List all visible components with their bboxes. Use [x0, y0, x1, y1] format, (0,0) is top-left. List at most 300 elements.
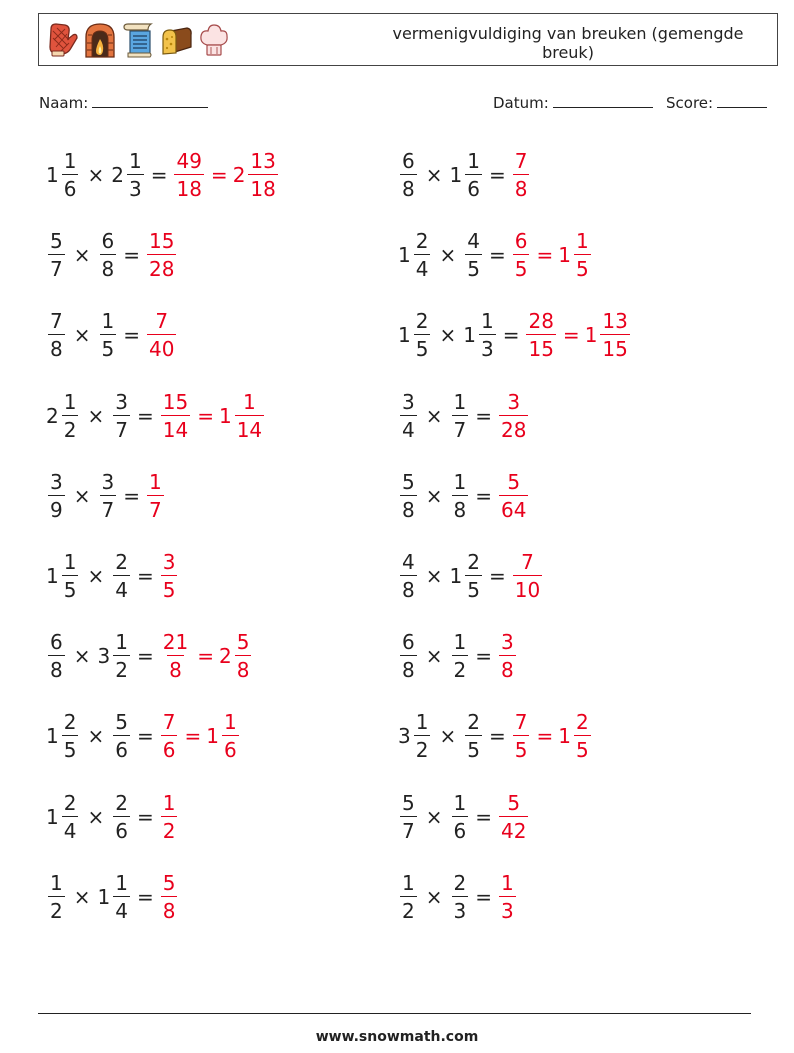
denominator: 3 — [127, 174, 144, 199]
fraction — [400, 630, 417, 683]
operand-b — [97, 870, 132, 923]
numerator: 21 — [162, 630, 189, 655]
answer-fraction — [499, 389, 528, 442]
times-sign: × — [425, 884, 443, 909]
numerator: 1 — [575, 229, 589, 254]
equals-sign-answer: = — [536, 243, 554, 268]
numerator: 13 — [602, 309, 628, 334]
operand-b — [111, 790, 132, 843]
operand-b — [450, 151, 484, 199]
times-sign: × — [87, 804, 105, 829]
denominator: 8 — [400, 495, 417, 520]
numerator: 2 — [467, 550, 480, 574]
denominator: 5 — [465, 575, 482, 600]
times-sign: × — [439, 243, 457, 268]
fraction — [465, 229, 482, 282]
denominator: 7 — [452, 415, 469, 440]
numerator: 1 — [162, 790, 176, 815]
numerator: 2 — [415, 309, 429, 334]
operand-a — [398, 469, 419, 522]
numerator: 5 — [402, 469, 415, 494]
problem-item — [46, 381, 266, 451]
answer-fraction — [499, 870, 516, 923]
header-icons — [45, 21, 231, 61]
numerator: 5 — [507, 790, 521, 815]
denominator: 15 — [526, 334, 555, 359]
numerator: 6 — [101, 229, 115, 254]
numerator: 1 — [453, 790, 467, 815]
times-sign: × — [87, 403, 105, 428]
equals-sign: = — [123, 483, 140, 508]
denominator: 8 — [513, 174, 530, 199]
numerator: 5 — [507, 469, 521, 494]
denominator: 8 — [452, 495, 469, 520]
denominator: 6 — [161, 735, 178, 760]
denominator: 2 — [400, 896, 417, 921]
operand-b — [450, 870, 471, 923]
answer-mixed — [558, 710, 592, 763]
whole-number: 1 — [46, 804, 59, 829]
denominator: 8 — [100, 254, 117, 279]
operand-b — [98, 469, 119, 522]
fraction — [113, 790, 130, 843]
operand-a — [46, 469, 67, 522]
operand-a — [398, 870, 419, 923]
fraction — [62, 790, 79, 843]
whole-number: 2 — [232, 163, 246, 187]
equals-sign: = — [488, 163, 506, 187]
fraction — [235, 389, 264, 442]
bread-loaf-icon — [159, 21, 193, 59]
operand-b — [450, 630, 471, 683]
numerator: 1 — [453, 630, 467, 655]
fraction — [574, 229, 591, 282]
whole-number: 1 — [218, 403, 232, 428]
denominator: 28 — [499, 415, 528, 440]
equals-sign: = — [475, 403, 492, 428]
numerator: 2 — [575, 710, 589, 735]
answer-fraction — [147, 469, 164, 522]
whole-number: 1 — [449, 564, 463, 588]
numerator: 3 — [115, 389, 128, 414]
operand-a — [398, 710, 432, 763]
denominator: 7 — [100, 495, 117, 520]
fraction — [400, 151, 417, 199]
denominator: 7 — [113, 415, 130, 440]
chef-hat-icon — [197, 21, 231, 59]
operand-a — [398, 309, 432, 362]
times-sign: × — [73, 884, 91, 909]
fraction — [100, 229, 117, 282]
fraction — [248, 151, 277, 199]
times-sign: × — [73, 644, 91, 669]
date-field — [493, 93, 653, 112]
operand-a — [398, 229, 432, 282]
fraction — [113, 630, 130, 683]
fraction — [414, 309, 431, 362]
equals-sign: = — [488, 564, 506, 588]
numerator: 1 — [115, 870, 128, 895]
operand-b — [463, 710, 484, 763]
times-sign: × — [87, 724, 105, 749]
fraction — [62, 710, 79, 763]
denominator: 8 — [400, 174, 417, 199]
numerator: 49 — [176, 149, 202, 173]
whole-number: 1 — [558, 243, 571, 268]
numerator: 2 — [453, 870, 467, 895]
numerator: 28 — [528, 309, 554, 334]
fraction — [48, 229, 65, 282]
fraction — [465, 552, 482, 600]
numerator: 1 — [50, 870, 63, 895]
equals-sign: = — [475, 884, 492, 909]
numerator: 1 — [223, 710, 237, 735]
problem-item — [46, 300, 178, 370]
times-sign: × — [425, 163, 443, 187]
denominator: 14 — [161, 415, 190, 440]
operand-b — [463, 229, 484, 282]
equals-sign: = — [123, 243, 140, 268]
numerator: 2 — [63, 710, 77, 735]
numerator: 13 — [250, 149, 276, 173]
denominator: 8 — [48, 655, 65, 680]
equals-sign-answer: = — [562, 323, 580, 348]
numerator: 3 — [50, 469, 63, 494]
operand-a — [398, 790, 419, 843]
numerator: 1 — [243, 389, 256, 414]
denominator: 3 — [499, 896, 516, 921]
numerator: 1 — [63, 149, 77, 173]
problem-item — [46, 782, 179, 852]
equals-sign: = — [488, 243, 506, 268]
equals-sign-answer: = — [197, 644, 214, 669]
whole-number: 1 — [46, 724, 59, 749]
times-sign: × — [439, 724, 457, 749]
numerator: 1 — [501, 870, 514, 895]
denominator: 6 — [113, 735, 130, 760]
numerator: 1 — [63, 550, 77, 574]
operand-a — [46, 790, 80, 843]
footer-divider — [38, 1013, 751, 1014]
denominator: 8 — [400, 655, 417, 680]
denominator: 15 — [600, 334, 629, 359]
answer-fraction — [513, 151, 530, 199]
fraction — [48, 469, 65, 522]
equals-sign: = — [475, 644, 492, 669]
numerator: 2 — [115, 550, 128, 574]
denominator: 6 — [452, 816, 469, 841]
numerator: 4 — [467, 229, 480, 254]
answer-fraction — [174, 151, 203, 199]
numerator: 2 — [63, 790, 77, 815]
denominator: 3 — [452, 896, 469, 921]
answer-fraction — [161, 870, 178, 923]
operand-b — [450, 552, 484, 600]
answer-fraction — [161, 389, 190, 442]
numerator: 1 — [453, 389, 467, 414]
denominator: 7 — [147, 495, 164, 520]
numerator: 3 — [402, 389, 415, 414]
fraction — [100, 469, 117, 522]
problem-item — [398, 461, 530, 531]
denominator: 2 — [48, 896, 65, 921]
numerator: 7 — [162, 710, 176, 735]
denominator: 5 — [513, 254, 530, 279]
numerator: 3 — [507, 389, 521, 414]
answer-mixed — [584, 309, 632, 362]
fireplace-icon — [83, 21, 117, 59]
score-field — [666, 93, 767, 112]
answer-fraction — [161, 630, 190, 683]
fraction — [48, 309, 65, 362]
denominator: 10 — [513, 575, 542, 600]
name-blank[interactable] — [92, 93, 208, 108]
denominator: 5 — [465, 735, 482, 760]
fraction — [400, 389, 417, 442]
fraction — [465, 710, 482, 763]
operand-a — [46, 870, 67, 923]
denominator: 5 — [62, 735, 79, 760]
answer-fraction — [499, 469, 528, 522]
name-field — [39, 93, 208, 112]
fraction — [62, 552, 79, 600]
whole-number: 1 — [206, 724, 219, 749]
times-sign: × — [425, 403, 443, 428]
whole-number: 2 — [111, 163, 124, 187]
operand-a — [46, 630, 67, 683]
problem-item — [398, 621, 518, 691]
whole-number: 3 — [97, 644, 111, 669]
whole-number: 1 — [558, 724, 571, 749]
fraction — [400, 469, 417, 522]
fraction — [400, 552, 417, 600]
denominator: 8 — [167, 655, 184, 680]
fraction — [62, 389, 79, 442]
answer-fraction — [161, 552, 178, 600]
denominator: 9 — [48, 495, 65, 520]
fraction — [113, 552, 130, 600]
equals-sign: = — [123, 323, 140, 348]
denominator: 5 — [574, 254, 591, 279]
denominator: 5 — [161, 575, 178, 600]
score-blank[interactable] — [717, 93, 767, 108]
numerator: 1 — [402, 870, 415, 895]
fraction — [414, 229, 431, 282]
fraction — [414, 710, 431, 763]
whole-number: 1 — [398, 243, 411, 268]
numerator: 15 — [149, 229, 175, 254]
whole-number: 1 — [463, 323, 476, 348]
operand-a — [398, 630, 419, 683]
denominator: 42 — [499, 816, 528, 841]
answer-fraction — [161, 790, 178, 843]
denominator: 4 — [414, 254, 431, 279]
operand-b — [111, 389, 132, 442]
problem-item — [398, 140, 531, 210]
problem-item — [398, 782, 530, 852]
worksheet-header — [38, 13, 778, 66]
denominator: 6 — [465, 174, 482, 199]
answer-fraction — [147, 229, 176, 282]
operand-b — [98, 309, 119, 362]
fraction — [452, 790, 469, 843]
fraction — [100, 309, 117, 362]
fraction — [48, 870, 65, 923]
problem-item — [46, 862, 179, 932]
whole-number: 2 — [218, 644, 232, 669]
problem-item — [398, 381, 530, 451]
numerator: 3 — [101, 469, 115, 494]
equals-sign: = — [136, 403, 154, 428]
numerator: 1 — [149, 469, 162, 494]
whole-number: 2 — [46, 403, 59, 428]
operand-b — [463, 309, 497, 362]
fraction — [222, 710, 239, 763]
denominator: 8 — [161, 896, 178, 921]
answer-mixed — [218, 630, 253, 683]
numerator: 1 — [467, 149, 480, 173]
denominator: 4 — [113, 575, 130, 600]
denominator: 64 — [499, 495, 528, 520]
times-sign: × — [425, 564, 443, 588]
numerator: 4 — [402, 550, 415, 574]
operand-a — [398, 552, 419, 600]
numerator: 1 — [480, 309, 494, 334]
numerator: 1 — [128, 149, 142, 173]
recipe-scroll-icon — [121, 21, 155, 59]
fraction — [452, 469, 469, 522]
equals-sign: = — [136, 564, 154, 588]
denominator: 5 — [574, 735, 591, 760]
date-label: Datum: — [493, 94, 549, 112]
denominator: 2 — [452, 655, 469, 680]
times-sign: × — [87, 564, 105, 588]
operand-a — [46, 151, 80, 199]
equals-sign: = — [136, 884, 154, 909]
denominator: 3 — [479, 334, 496, 359]
numerator: 1 — [115, 630, 128, 655]
equals-sign: = — [150, 163, 168, 187]
numerator: 5 — [402, 790, 415, 815]
denominator: 2 — [62, 415, 79, 440]
date-blank[interactable] — [553, 93, 653, 108]
fraction — [127, 151, 144, 199]
equals-sign: = — [136, 804, 154, 829]
fraction — [62, 151, 79, 199]
operand-a — [398, 151, 419, 199]
whole-number: 1 — [449, 163, 463, 187]
denominator: 40 — [147, 334, 176, 359]
problem-item — [398, 862, 518, 932]
denominator: 2 — [161, 816, 178, 841]
operand-b — [450, 389, 471, 442]
operand-b — [111, 552, 132, 600]
operand-a — [46, 710, 80, 763]
times-sign: × — [73, 323, 91, 348]
score-label: Score: — [666, 94, 714, 112]
problem-item — [398, 220, 593, 290]
problem-item — [398, 300, 632, 370]
problem-item — [46, 461, 166, 531]
numerator: 2 — [467, 710, 480, 735]
denominator: 4 — [113, 896, 130, 921]
numerator: 1 — [453, 469, 467, 494]
numerator: 7 — [514, 710, 528, 735]
numerator: 3 — [501, 630, 514, 655]
fraction — [400, 870, 417, 923]
operand-b — [450, 790, 471, 843]
denominator: 6 — [62, 174, 79, 199]
problem-item — [46, 701, 241, 771]
answer-fraction — [513, 710, 530, 763]
whole-number: 1 — [584, 323, 598, 348]
numerator: 6 — [50, 630, 63, 655]
equals-sign: = — [136, 724, 154, 749]
numerator: 7 — [155, 309, 169, 334]
denominator: 7 — [400, 816, 417, 841]
denominator: 7 — [48, 254, 65, 279]
denominator: 2 — [414, 735, 431, 760]
whole-number: 3 — [398, 724, 411, 749]
denominator: 2 — [113, 655, 130, 680]
problem-item — [46, 621, 253, 691]
answer-fraction — [526, 309, 555, 362]
answer-mixed — [206, 710, 240, 763]
name-label: Naam: — [39, 94, 89, 112]
problem-item — [398, 701, 593, 771]
oven-mitt-icon — [45, 21, 79, 59]
denominator: 14 — [235, 415, 264, 440]
answer-fraction — [147, 309, 176, 362]
denominator: 5 — [414, 334, 431, 359]
fraction — [113, 389, 130, 442]
denominator: 18 — [248, 174, 277, 199]
denominator: 5 — [513, 735, 530, 760]
denominator: 6 — [222, 735, 239, 760]
worksheet-title: vermenigvuldiging van breuken (gemengde breuk) — [392, 24, 744, 62]
numerator: 5 — [162, 870, 176, 895]
denominator: 6 — [113, 816, 130, 841]
answer-fraction — [499, 630, 516, 683]
operand-a — [46, 229, 67, 282]
problem-item — [46, 541, 179, 611]
numerator: 15 — [162, 389, 189, 414]
numerator: 1 — [101, 309, 115, 334]
numerator: 7 — [514, 149, 528, 173]
problem-item — [46, 220, 178, 290]
times-sign: × — [87, 163, 105, 187]
answer-fraction — [499, 790, 528, 843]
numerator: 1 — [63, 389, 77, 414]
equals-sign: = — [502, 323, 520, 348]
fraction — [235, 630, 252, 683]
operand-b — [450, 469, 471, 522]
numerator: 1 — [415, 710, 429, 735]
denominator: 4 — [62, 816, 79, 841]
numerator: 5 — [115, 710, 128, 735]
operand-b — [111, 710, 132, 763]
denominator: 4 — [400, 415, 417, 440]
times-sign: × — [425, 644, 443, 669]
numerator: 5 — [236, 630, 250, 655]
fraction — [452, 870, 469, 923]
numerator: 2 — [415, 229, 429, 254]
fraction — [400, 790, 417, 843]
numerator: 6 — [402, 149, 415, 173]
equals-sign-answer: = — [210, 163, 228, 187]
problem-item — [398, 541, 544, 611]
times-sign: × — [425, 483, 443, 508]
